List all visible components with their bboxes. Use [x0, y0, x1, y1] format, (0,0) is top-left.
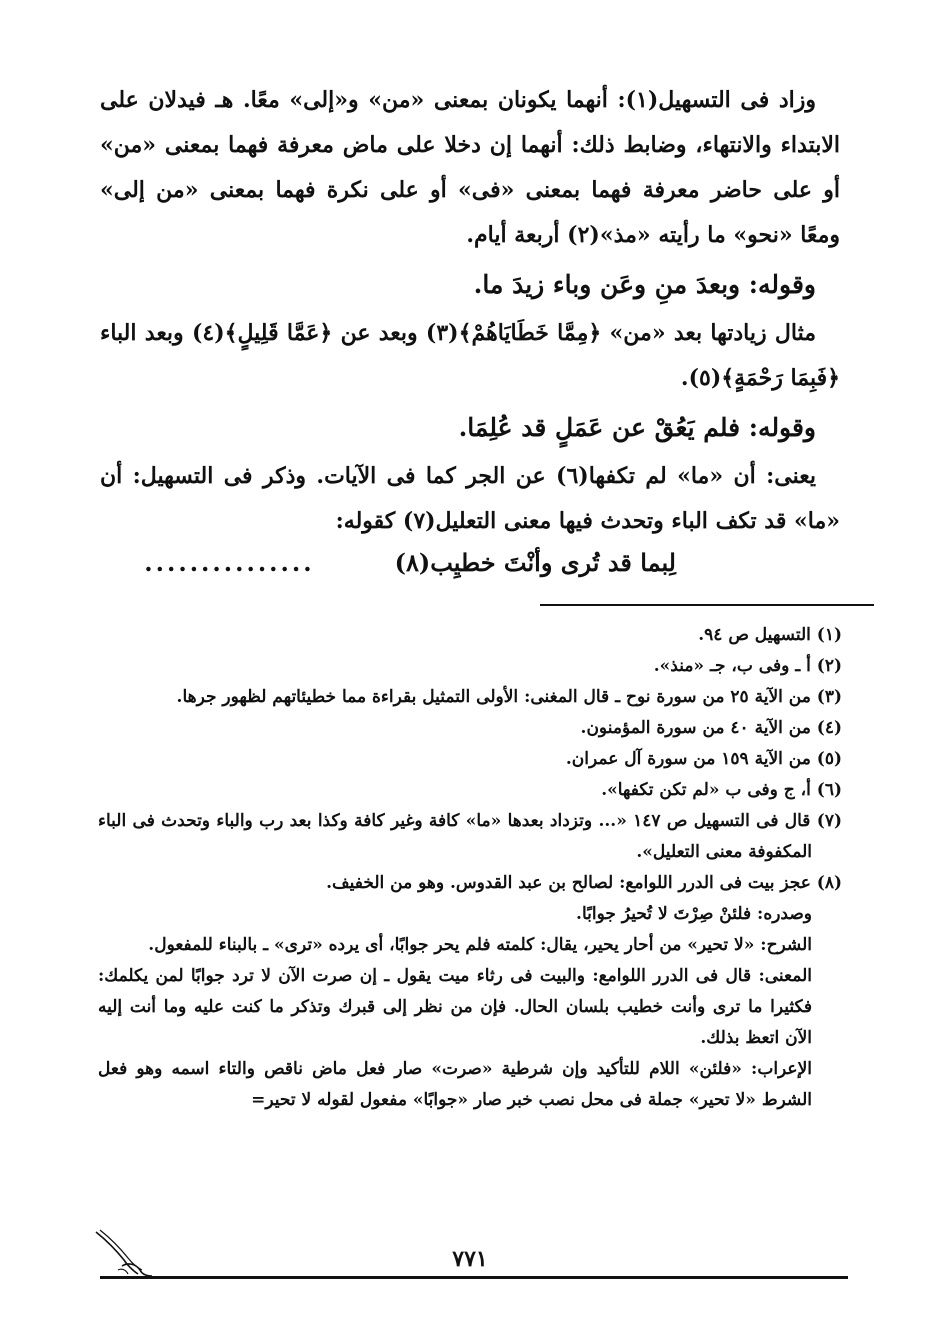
footnote-4: (٤) من الآية ٤٠ من سورة المؤمنون. [580, 718, 842, 738]
footnotes [98, 620, 842, 1116]
footnote-separator [540, 604, 874, 606]
footnote-1: (١) التسهيل ص ٩٤. [698, 625, 842, 645]
footnote-6: (٦) أ، ج وفى ب «لم تكن تكفها». [601, 780, 842, 800]
footnote-5: (٥) من الآية ١٥٩ من سورة آل عمران. [565, 749, 842, 769]
quill-ornament-icon [92, 1226, 154, 1278]
poem-text: لِبما قد تُرى وأنْتَ خطيِب(٨) [394, 548, 676, 577]
footnote-8-sharh: الشرح: «لا تحير» من أحار يحير، يقال: كلمته فلم يحر جوابًا، أى يرده «ترى» ـ بالبناء للمفعول. [148, 935, 812, 955]
page-number: ٧٧١ [452, 1246, 488, 1272]
paragraph-2: مثال زيادتها بعد «من» ﴿مِمَّا خَطَايَاهُمْ﴾(٣) وبعد عن ﴿عَمَّا قَلِيلٍ﴾(٤) وبعد الباء ﴿فَبِمَا رَحْمَةٍ﴾(٥). [100, 320, 840, 391]
main-text [100, 78, 840, 544]
poem-line [144, 548, 676, 577]
paragraph-3: يعنى: أن «ما» لم تكفها(٦) عن الجر كما فى الآيات. وذكر فى التسهيل: أن «ما» قد تكف الباء وتحدث فيها معنى التعليل(٧) كقوله: [100, 463, 840, 534]
footnote-8-sadr: وصدره: فلئنْ صِرْتَ لا تُحيرُ جوابًا. [576, 904, 812, 924]
footnote-2: (٢) أ ـ وفى ب، جـ «منذ». [653, 656, 842, 676]
footnote-7: (٧) قال فى التسهيل ص ١٤٧ «... وتزداد بعدها «ما» كافة وغير كافة وكذا بعد رب والباء وتحدث فى الباء المكفوفة معنى التعليل». [98, 811, 842, 862]
poem-dots: ............... [144, 548, 315, 577]
paragraph-1: وزاد فى التسهيل(١): أنهما يكونان بمعنى «من» و«إلى» معًا. هـ فيدلان على الابتداء والانتهاء، وضابط ذلك: أنهما إن دخلا على ماض معرفة فهما بمعنى «من» أو على حاضر معرفة فهما بمعنى «فى» أو على نكرة فهما بمعنى «من إلى» ومعًا «نحو» ما رأيته «مذ»(٢) أربعة أيام. [100, 87, 840, 248]
footer-rule [100, 1276, 848, 1279]
footnote-8-irab: الإعراب: «فلئن» اللام للتأكيد وإن شرطية «صرت» صار فعل ماض ناقص والتاء اسمه وهو فعل الشرط «لا تحير» جملة فى محل نصب خبر صار «جوابًا» مفعول لقوله لا تحير= [98, 1059, 812, 1110]
footnote-3: (٣) من الآية ٢٥ من سورة نوح ـ قال المغنى: الأولى التمثيل بقراءة مما خطيئاتهم لظهور جرها. [176, 687, 842, 707]
verse-line-1: وقوله: وبعدَ منِ وعَن وباء زيدَ ما. [473, 270, 816, 299]
verse-line-2: وقوله: فلم يَعُقْ عن عَمَلٍ قد عُلِمَا. [458, 413, 816, 442]
footnote-8: (٨) عجز بيت فى الدرر اللوامع: لصالح بن عبد القدوس. وهو من الخفيف. [326, 873, 842, 893]
footnote-8-maana: المعنى: قال فى الدرر اللوامع: والبيت فى رثاء ميت يقول ـ إن صرت الآن لا ترد جوابًا لمن يكلمك: فكثيرا ما ترى وأنت خطيب بلسان الحال. فإن من نظر إلى قبرك وتذكر ما كنت عليه وما أنت إليه الآن اتعظ بذلك. [98, 966, 812, 1048]
